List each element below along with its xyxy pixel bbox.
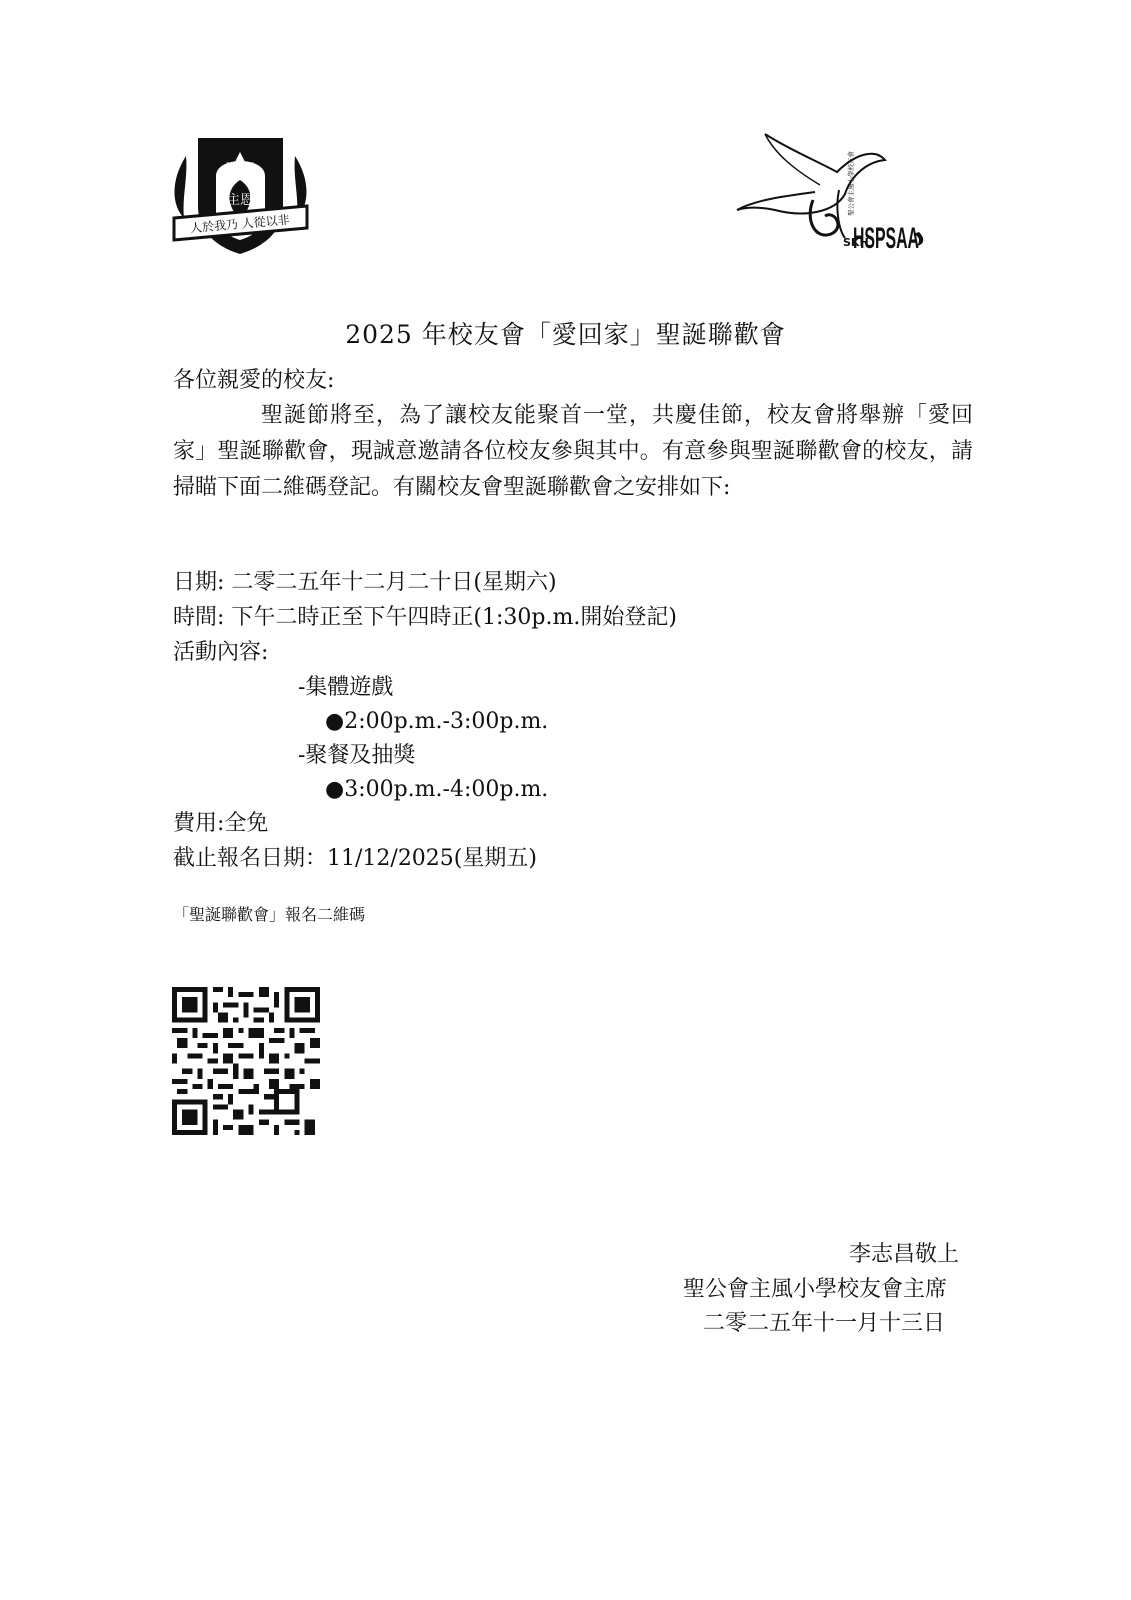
svg-text:SKH: SKH xyxy=(843,236,869,249)
registration-deadline: 截止報名日期：11/12/2025(星期五) xyxy=(173,846,537,871)
greeting: 各位親愛的校友: xyxy=(173,368,335,393)
school-crest-logo xyxy=(168,136,313,256)
body-paragraph: 聖誕節將至，為了讓校友能聚首一堂，共慶佳節，校友會將舉辦「愛回家」聖誕聯歡會，現誠意邀請各位校友參與其中。有意參與聖誕聯歡會的校友，請掃瞄下面二維碼登記。有關校友會聖誕聯歡會之安排如下: xyxy=(173,403,973,500)
signature-date: 二零二五年十一月十三日 xyxy=(702,1311,945,1336)
activity-name: -集體遊戲 xyxy=(298,675,394,700)
event-fee: 費用:全免 xyxy=(173,811,269,836)
qr-code-icon xyxy=(172,987,320,1135)
alumni-logo-wordmark: HSPSAA xyxy=(853,222,919,255)
signature-title: 聖公會主風小學校友會主席 xyxy=(682,1277,947,1302)
activity-name: -聚餐及抽獎 xyxy=(298,743,416,768)
event-date: 日期: 二零二五年十二月二十日(星期六) xyxy=(173,570,557,595)
page-title: 2025 年校友會「愛回家」聖誕聯歡會 xyxy=(345,320,786,349)
event-time: 時間: 下午二時正至下午四時正(1:30p.m.開始登記) xyxy=(173,605,677,630)
dove-logo-icon xyxy=(735,130,930,255)
svg-text:主恩: 主恩 xyxy=(226,193,254,208)
qr-caption: 「聖誕聯歡會」報名二維碼 xyxy=(173,905,366,924)
registration-qr-code[interactable] xyxy=(172,987,320,1135)
school-crest-icon xyxy=(168,136,313,256)
crest-motto: 人於我乃 人從以非 xyxy=(189,212,291,236)
signature-name: 李志昌敬上 xyxy=(848,1242,959,1267)
activity-time: ●2:00p.m.-3:00p.m. xyxy=(325,709,549,734)
alumni-logo-vertical-text: 聖公會主風小學校友會 xyxy=(847,151,855,216)
activity-time: ●3:00p.m.-4:00p.m. xyxy=(325,777,549,802)
activities-label: 活動內容: xyxy=(173,640,269,665)
alumni-association-logo xyxy=(735,130,930,255)
